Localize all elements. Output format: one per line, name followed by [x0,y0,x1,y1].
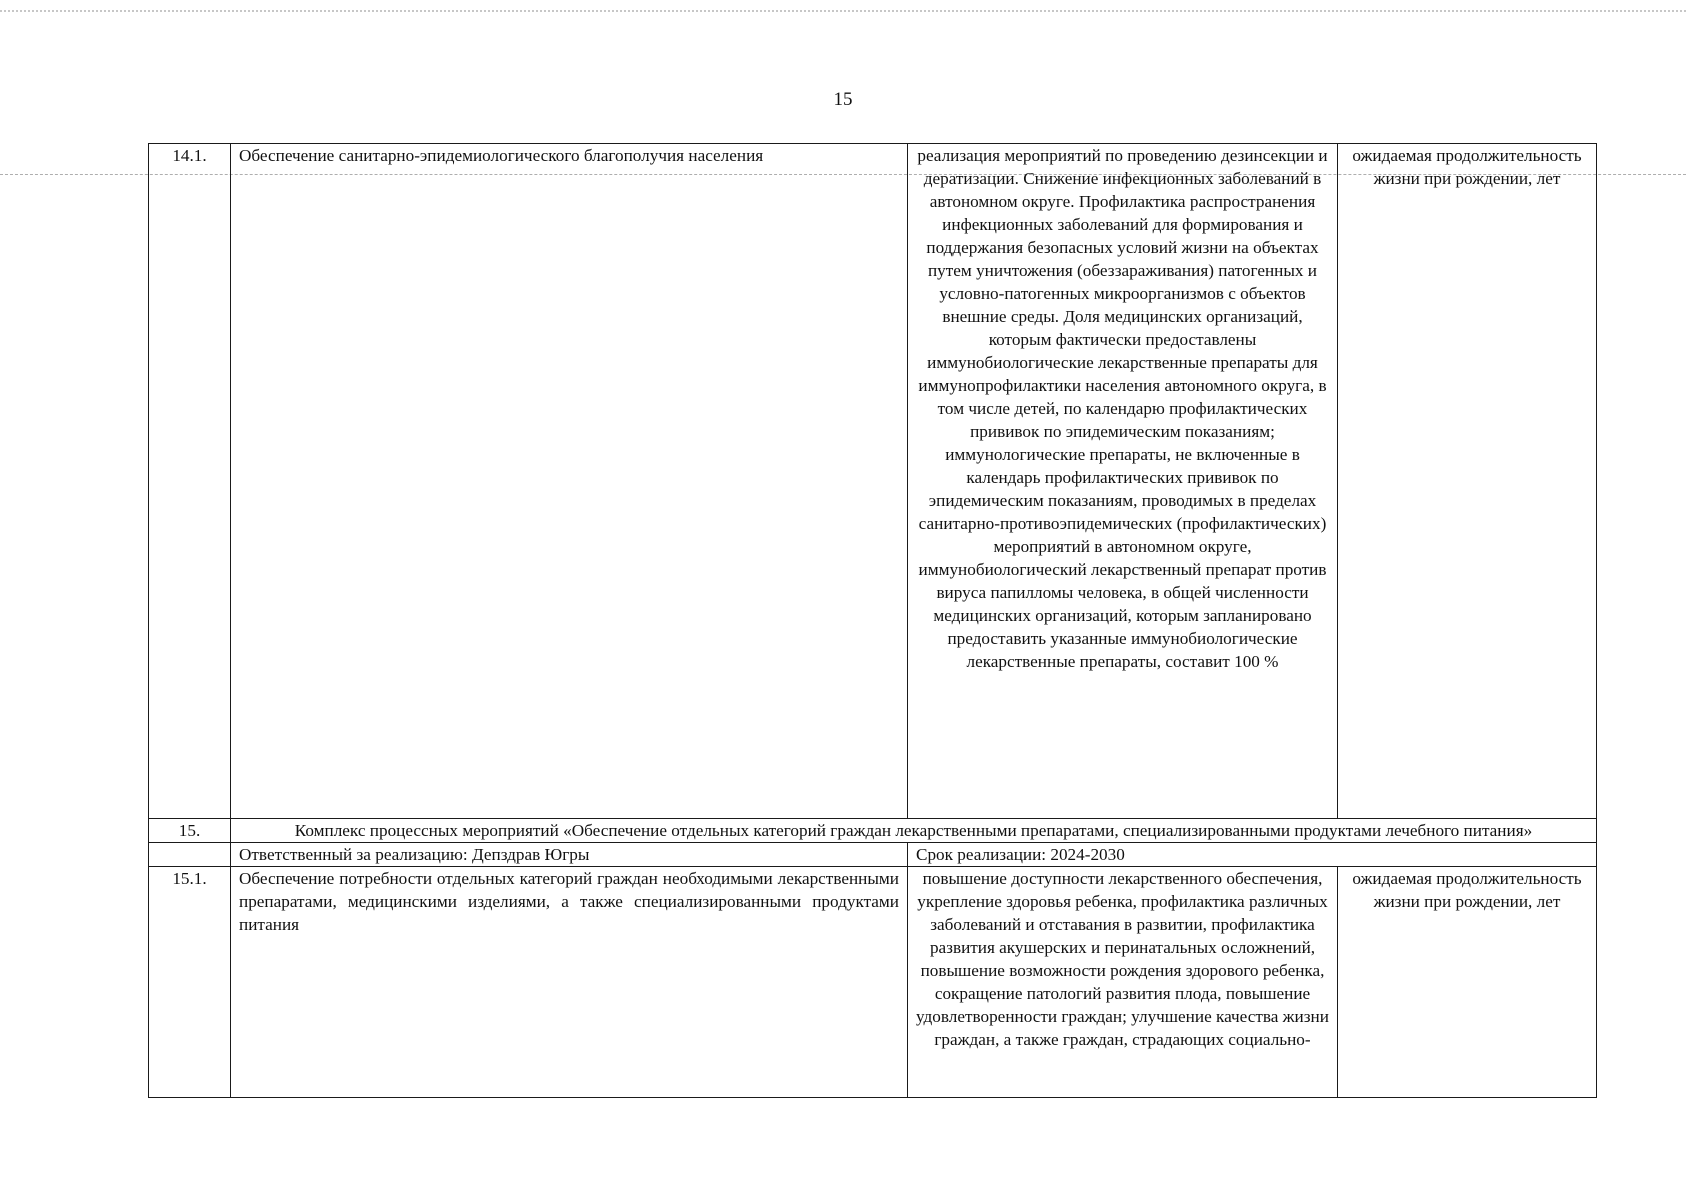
responsible-cell: Ответственный за реализацию: Депздрав Югры [231,843,908,867]
term-cell: Срок реализации: 2024-2030 [908,843,1597,867]
row-number-cell-empty [149,843,231,867]
row-number-cell: 15. [149,819,231,843]
indicator-cell: ожидаемая продолжительность жизни при рождении, лет [1338,144,1597,819]
row-number-cell: 14.1. [149,144,231,819]
result-cell: повышение доступности лекарственного обеспечения, укрепление здоровья ребенка, профилактика различных заболеваний и отставания в развитии, профилактика развития акушерских и перинатальных осложнений, повышение возможности рождения здорового ребенка, сокращение патологий развития плода, повышение удовлетворенности граждан; улучшение качества жизни граждан, а также граждан, страдающих социально- [908,867,1338,1098]
task-cell: Обеспечение потребности отдельных категорий граждан необходимыми лекарственными препаратами, медицинскими изделиями, а также специализированными продуктами питания [231,867,908,1098]
table-row-14-1 [149,144,1597,819]
row-number-cell: 15.1. [149,867,231,1098]
page-number: 15 [833,89,853,110]
indicator-cell: ожидаемая продолжительность жизни при рождении, лет [1338,867,1597,1098]
scan-edge-artifact [0,10,1686,12]
measures-table [148,143,1597,1098]
table-row-15-1 [149,867,1597,1098]
complex-title-cell: Комплекс процессных мероприятий «Обеспечение отдельных категорий граждан лекарственными препаратами, специализированными продуктами лечебного питания» [231,819,1597,843]
result-cell: реализация мероприятий по проведению дезинсекции и дератизации. Снижение инфекционных заболеваний в автономном округе. Профилактика распространения инфекционных заболеваний для формирования и поддержания безопасных условий жизни на объектах путем уничтожения (обеззараживания) патогенных и условно-патогенных микроорганизмов с объектов внешние среды. Доля медицинских организаций, которым фактически предоставлены иммунобиологические лекарственные препараты для иммунопрофилактики населения автономного округа, в том числе детей, по календарю профилактических прививок по эпидемическим показаниям; иммунологические препараты, не включенные в календарь профилактических прививок по эпидемическим показаниям, проводимых в пределах санитарно-противоэпидемических (профилактических) мероприятий в автономном округе, иммунобиологический лекарственный препарат против вируса папилломы человека, в общей численности медицинских организаций, которым запланировано предоставить указанные иммунобиологические лекарственные препараты, составит 100 % [908,144,1338,819]
table-row-responsible [149,843,1597,867]
task-cell: Обеспечение санитарно-эпидемиологического благополучия населения [231,144,908,819]
table-row-15 [149,819,1597,843]
